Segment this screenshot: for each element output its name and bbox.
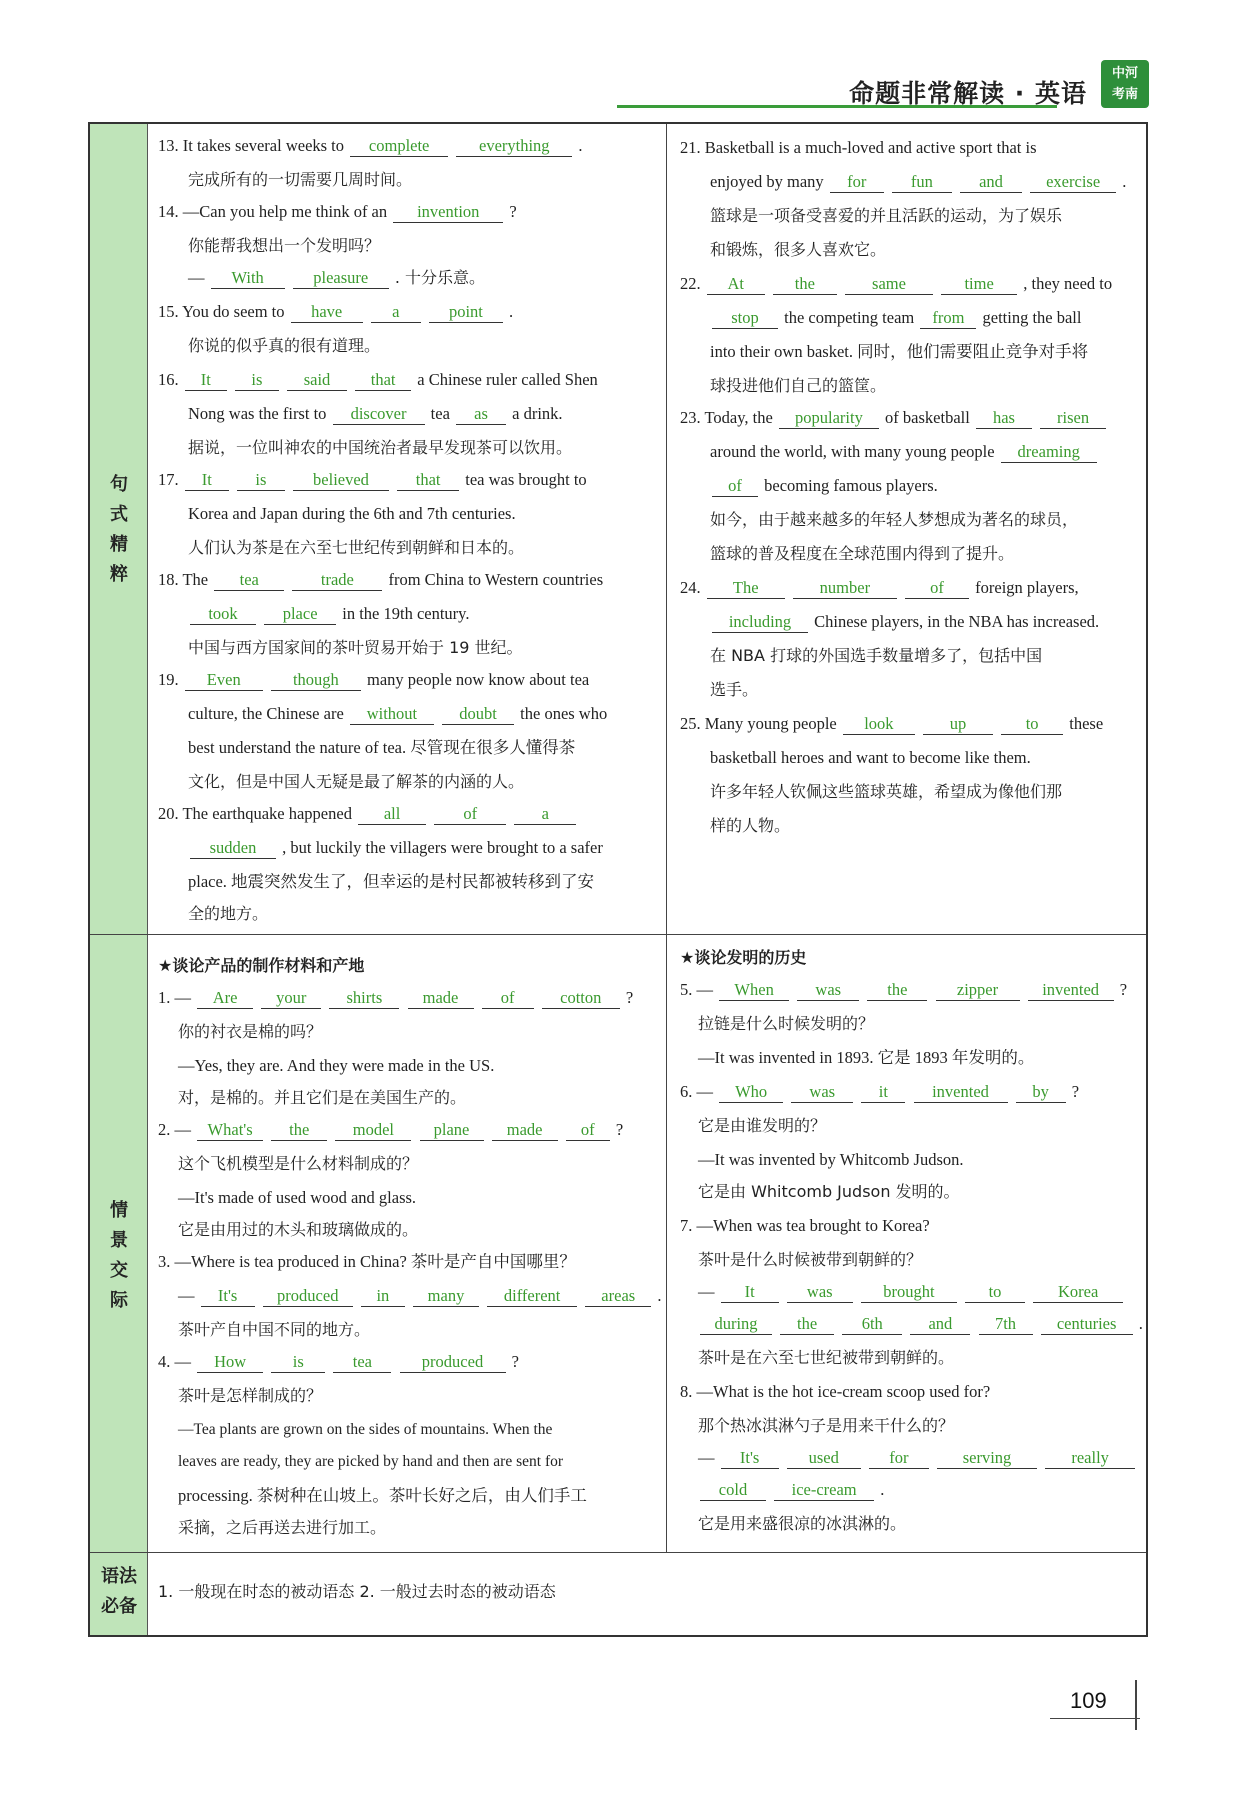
q-text: the ones who (520, 704, 608, 723)
q-number: 4. (158, 1352, 171, 1371)
q-text: in the 19th century. (342, 604, 470, 623)
answer-blank: It's (201, 1286, 255, 1307)
answer-blank: sudden (190, 838, 276, 859)
answer-blank: time (941, 274, 1017, 295)
answer-blank: believed (293, 470, 389, 491)
q14-reply (188, 266, 485, 290)
q-number: 22. (680, 274, 701, 293)
q-text: ? (1071, 1082, 1080, 1101)
q20-line-3: place. 地震突然发生了，但幸运的是村民都被转移到了安 (188, 872, 595, 891)
s1-translation: 你的衬衣是棉的吗？ (178, 1022, 323, 1041)
q-text: — (698, 1448, 715, 1467)
answer-blank: and (910, 1314, 970, 1335)
section-heading: ★谈论产品的制作材料和产地 (158, 956, 365, 975)
answer-blank: of (712, 476, 758, 497)
answer-blank: to (965, 1282, 1025, 1303)
q23-line-3 (710, 474, 938, 498)
q-text: — (696, 980, 713, 999)
q-text: . (578, 136, 583, 155)
answer-blank: has (976, 408, 1032, 429)
answer-blank: and (960, 172, 1022, 193)
main-table (88, 122, 1148, 1637)
q-text: —When was tea brought to Korea? (696, 1216, 930, 1235)
q-text: getting the ball (982, 308, 1082, 327)
answer-blank: without (350, 704, 434, 725)
grammar-label (90, 1562, 148, 1622)
answer-blank: cotton (542, 988, 620, 1009)
page-number: 109 (1070, 1688, 1107, 1713)
s3-line (158, 1250, 576, 1274)
s7-answer-translation: 茶叶是在六至七世纪被带到朝鲜的。 (698, 1348, 955, 1367)
answer-blank: stop (712, 308, 778, 329)
label-char: 语法 (101, 1566, 137, 1587)
q-number: 13. (158, 136, 179, 155)
answer-blank: made (492, 1120, 558, 1141)
q21-translation-2: 和锻炼，很多人喜欢它。 (710, 240, 887, 259)
answer-blank: that (355, 370, 411, 391)
answer-blank: the (271, 1120, 327, 1141)
s7-reply-2 (698, 1312, 1143, 1336)
answer-blank: Korea (1033, 1282, 1123, 1303)
answer-blank: produced (263, 1286, 353, 1307)
answer-blank: is (237, 470, 285, 491)
q-number: 7. (680, 1216, 693, 1235)
q-text: , but luckily the villagers were brought to a safer (282, 838, 603, 857)
q-text: . 十分乐意。 (394, 268, 486, 287)
q-text: from China to Western countries (388, 570, 604, 589)
answer-blank: same (845, 274, 933, 295)
s4-answer-2: leaves are ready, they are picked by hand and then are sent for (178, 1453, 564, 1470)
answer-blank: the (867, 980, 927, 1001)
answer-blank: tea (333, 1352, 391, 1373)
answer-blank: was (787, 1282, 853, 1303)
q23-line-2 (710, 440, 1099, 464)
s5-translation: 拉链是什么时候发明的？ (698, 1014, 875, 1033)
q16-translation: 据说，一位叫神农的中国统治者最早发现茶可以饮用。 (188, 438, 573, 457)
q23-translation-2: 篮球的普及程度在全球范围内得到了提升。 (710, 544, 1015, 563)
label-char: 际 (110, 1290, 128, 1311)
answer-blank: areas (585, 1286, 651, 1307)
q-text: around the world, with many young people (710, 442, 995, 461)
s3-translation: 茶叶产自中国不同的地方。 (178, 1320, 371, 1339)
q-text: foreign players, (975, 578, 1079, 597)
answer-blank: Who (719, 1082, 783, 1103)
answer-blank: It (721, 1282, 779, 1303)
s4-answer-3: processing. 茶树种在山坡上。茶叶长好之后，由人们手工 (178, 1486, 587, 1505)
page-number-bar (1135, 1680, 1137, 1730)
answer-blank: to (1001, 714, 1063, 735)
s1-line (158, 986, 633, 1010)
q22-line-2 (710, 306, 1081, 330)
label-char: 精 (110, 534, 128, 555)
answer-blank: of (905, 578, 969, 599)
answer-blank: was (791, 1082, 853, 1103)
answer-blank: centuries (1041, 1314, 1133, 1335)
q-text: ? (1119, 980, 1128, 999)
q24-translation: 在 NBA 打球的外国选手数量增多了，包括中国 (710, 646, 1043, 665)
q-text: . (1122, 172, 1127, 191)
answer-blank: brought (861, 1282, 957, 1303)
column-divider (666, 124, 667, 1552)
q-text: Many young people (704, 714, 837, 733)
side-column-situations (90, 934, 148, 1552)
answer-blank: invention (393, 202, 503, 223)
s3-reply (178, 1284, 662, 1308)
label-char: 粹 (110, 564, 128, 585)
situation-label (90, 1196, 148, 1316)
answer-blank: number (793, 578, 897, 599)
q18-line (158, 568, 603, 592)
answer-blank: With (211, 268, 285, 289)
q-number: 17. (158, 470, 179, 489)
q-text: many people now know about tea (367, 670, 590, 689)
q-text: — (174, 1352, 191, 1371)
answer-blank: really (1045, 1448, 1135, 1469)
answer-blank: for (830, 172, 884, 193)
q-text: ? (625, 988, 634, 1007)
sentences-label (90, 470, 148, 590)
s8-reply (698, 1446, 1137, 1470)
q-number: 25. (680, 714, 701, 733)
q-text: ? (511, 1352, 519, 1371)
answer-blank: invented (914, 1082, 1008, 1103)
label-char: 必备 (101, 1596, 137, 1617)
answer-blank: serving (937, 1448, 1037, 1469)
s1-answer-translation: 对，是棉的。并且它们是在美国生产的。 (178, 1088, 467, 1107)
answer-blank: point (429, 302, 503, 323)
q-text: — (696, 1082, 713, 1101)
q-text: — (698, 1282, 715, 1301)
q17-line-2: Korea and Japan during the 6th and 7th centuries. (188, 504, 516, 523)
q-number: 14. (158, 202, 179, 221)
label-char: 情 (110, 1200, 128, 1221)
q-text: The (182, 570, 209, 589)
q25-translation: 许多年轻人钦佩这些篮球英雄，希望成为像他们那 (710, 782, 1063, 801)
q-text: — (174, 988, 191, 1007)
s8-reply-2 (698, 1478, 884, 1502)
answer-blank: trade (292, 570, 382, 591)
s6-answer-translation: 它是由 Whitcomb Judson 发明的。 (698, 1182, 960, 1201)
q-text: . (880, 1480, 885, 1499)
answer-blank: The (707, 578, 785, 599)
q-number: 8. (680, 1382, 693, 1401)
answer-blank: zipper (936, 980, 1020, 1001)
s4-line (158, 1350, 519, 1374)
answer-blank: a (371, 302, 421, 323)
q-text: —What is the hot ice-cream scoop used for? (696, 1382, 991, 1401)
page-number-rule (1050, 1718, 1140, 1719)
q-number: 23. (680, 408, 701, 427)
q-text: You do seem to (182, 302, 285, 321)
answer-blank: Even (185, 670, 263, 691)
answer-blank: Are (197, 988, 253, 1009)
q-number: 2. (158, 1120, 171, 1139)
q-text: these (1069, 714, 1104, 733)
q-text: becoming famous players. (764, 476, 938, 495)
q16-line-2 (188, 402, 563, 426)
answer-blank: It (185, 470, 229, 491)
answer-blank: many (413, 1286, 479, 1307)
side-column-sentences (90, 124, 148, 934)
s6-answer: —It was invented by Whitcomb Judson. (698, 1150, 964, 1169)
answer-blank: pleasure (293, 268, 389, 289)
answer-blank: dreaming (1001, 442, 1097, 463)
s6-line (680, 1080, 1079, 1104)
q-text: of basketball (885, 408, 970, 427)
answer-blank: cold (700, 1480, 766, 1501)
answer-blank: model (335, 1120, 411, 1141)
q13-translation: 完成所有的一切需要几周时间。 (188, 170, 413, 189)
answer-blank: produced (400, 1352, 506, 1373)
q-number: 5. (680, 980, 693, 999)
q21-line-2 (710, 170, 1126, 194)
q20-line (158, 802, 578, 826)
q22-translation: 球投进他们自己的篮筐。 (710, 376, 887, 395)
label-char: 景 (110, 1230, 128, 1251)
s7-translation: 茶叶是什么时候被带到朝鲜的？ (698, 1250, 923, 1269)
q13-line (158, 134, 583, 158)
q-number: 6. (680, 1082, 693, 1101)
header-title: 命题非常解读 · 英语 (849, 79, 1087, 108)
q-text: — (188, 268, 205, 287)
q19-line-3: best understand the nature of tea. 尽管现在很多人懂得茶 (188, 738, 576, 757)
s5-answer: —It was invented in 1893. 它是 1893 年发明的。 (698, 1048, 1035, 1067)
q24-line-2 (710, 610, 1099, 634)
answer-blank: during (700, 1314, 772, 1335)
answer-blank: At (707, 274, 765, 295)
q-number: 1. (158, 988, 171, 1007)
answer-blank: from (920, 308, 976, 329)
q-number: 20. (158, 804, 179, 823)
q-text: . (509, 302, 514, 321)
q-text: culture, the Chinese are (188, 704, 344, 723)
s8-line (680, 1380, 990, 1404)
label-char: 句 (110, 474, 128, 495)
answer-blank: of (566, 1120, 610, 1141)
s2-translation: 这个飞机模型是什么材料制成的？ (178, 1154, 419, 1173)
q20-translation: 全的地方。 (188, 904, 269, 923)
answer-blank: by (1016, 1082, 1066, 1103)
q-text: a drink. (512, 404, 563, 423)
q23-line (680, 406, 1108, 430)
q22-line (680, 272, 1112, 296)
s2-line (158, 1118, 623, 1142)
q24-line (680, 576, 1079, 600)
answer-blank: that (397, 470, 459, 491)
q19-line (158, 668, 589, 692)
q-number: 16. (158, 370, 179, 389)
row-divider (90, 1552, 1146, 1553)
answer-blank: place (264, 604, 336, 625)
q-text: — (174, 1120, 191, 1139)
answer-blank: is (235, 370, 279, 391)
q-text: ? (509, 202, 517, 221)
answer-blank: though (271, 670, 361, 691)
answer-blank: It (185, 370, 227, 391)
answer-blank: was (797, 980, 859, 1001)
answer-blank: up (923, 714, 993, 735)
row-divider (90, 934, 1146, 935)
q-text: . (1138, 1314, 1143, 1333)
answer-blank: shirts (329, 988, 399, 1009)
logo-line-2: 考南 (1111, 87, 1138, 102)
answer-blank: have (291, 302, 363, 323)
s7-line (680, 1214, 930, 1238)
q-text: the competing team (784, 308, 915, 327)
answer-blank: your (261, 988, 321, 1009)
q-text: tea (430, 404, 450, 423)
answer-blank: of (482, 988, 534, 1009)
answer-blank: everything (456, 136, 572, 157)
q-text: ? (615, 1120, 624, 1139)
answer-blank: took (190, 604, 256, 625)
q20-line-2 (188, 836, 603, 860)
q-text: It takes several weeks to (182, 136, 345, 155)
q-text: The earthquake happened (182, 804, 352, 823)
q22-line-3: into their own basket. 同时，他们需要阻止竞争对手将 (710, 342, 1089, 361)
answer-blank: ice-cream (774, 1480, 874, 1501)
q15-line (158, 300, 513, 324)
s2-answer: —It's made of used wood and glass. (178, 1188, 417, 1207)
q14-translation: 你能帮我想出一个发明吗？ (188, 236, 381, 255)
q-text: — (178, 1286, 195, 1305)
q19-line-2 (188, 702, 607, 726)
section-heading: ★谈论发明的历史 (680, 948, 807, 967)
answer-blank: said (287, 370, 347, 391)
s8-translation: 那个热冰淇淋勺子是用来干什么的？ (698, 1416, 955, 1435)
answer-blank: used (787, 1448, 861, 1469)
answer-blank: discover (333, 404, 425, 425)
answer-blank: a (514, 804, 576, 825)
q-text: . (657, 1286, 662, 1305)
grammar-text: 1. 一般现在时态的被动语态 2. 一般过去时态的被动语态 (158, 1582, 556, 1601)
s8-answer-translation: 它是用来盛很凉的冰淇淋的。 (698, 1514, 907, 1533)
answer-blank: of (434, 804, 506, 825)
q18-translation: 中国与西方国家间的茶叶贸易开始于 19 世纪。 (188, 638, 523, 657)
answer-blank: is (271, 1352, 325, 1373)
q-number: 18. (158, 570, 179, 589)
answer-blank: complete (350, 136, 448, 157)
s7-reply (698, 1280, 1125, 1304)
answer-blank: fun (892, 172, 952, 193)
answer-blank: 6th (842, 1314, 902, 1335)
answer-blank: invented (1028, 980, 1114, 1001)
answer-blank: as (456, 404, 506, 425)
s4-translation: 茶叶是怎样制成的？ (178, 1386, 323, 1405)
q-number: 19. (158, 670, 179, 689)
answer-blank: tea (214, 570, 284, 591)
q-text: —Can you help me think of an (182, 202, 388, 221)
s2-answer-translation: 它是由用过的木头和玻璃做成的。 (178, 1220, 419, 1239)
answer-blank: look (843, 714, 915, 735)
answer-blank: different (487, 1286, 577, 1307)
q25-line (680, 712, 1103, 736)
q-text: enjoyed by many (710, 172, 824, 191)
answer-blank: popularity (779, 408, 879, 429)
answer-blank: made (408, 988, 474, 1009)
answer-blank: in (361, 1286, 405, 1307)
q19-translation: 文化，但是中国人无疑是最了解茶的内涵的人。 (188, 772, 525, 791)
answer-blank: for (869, 1448, 929, 1469)
answer-blank: exercise (1030, 172, 1116, 193)
s4-answer-1: —Tea plants are grown on the sides of mountains. When the (178, 1421, 553, 1438)
q21-translation: 篮球是一项备受喜爱的并且活跃的运动，为了娱乐 (710, 206, 1063, 225)
label-char: 式 (110, 504, 128, 525)
q25-translation-2: 样的人物。 (710, 816, 791, 835)
q-number: 3. (158, 1252, 171, 1271)
answer-blank: the (780, 1314, 834, 1335)
side-column-grammar (90, 1552, 148, 1635)
answer-blank: plane (420, 1120, 484, 1141)
q-text: tea was brought to (465, 470, 587, 489)
q16-line (158, 368, 598, 392)
answer-blank: How (197, 1352, 263, 1373)
answer-blank: It's (721, 1448, 779, 1469)
q25-line-2: basketball heroes and want to become like them. (710, 748, 1031, 767)
q15-translation: 你说的似乎真的很有道理。 (188, 336, 381, 355)
q23-translation: 如今，由于越来越多的年轻人梦想成为著名的球员， (710, 510, 1079, 529)
q-text: Basketball is a much-loved and active sport that is (704, 138, 1037, 157)
page-header (617, 66, 1149, 112)
answer-blank: 7th (979, 1314, 1033, 1335)
q-text: Today, the (704, 408, 773, 427)
q-number: 15. (158, 302, 179, 321)
q17-line (158, 468, 587, 492)
s6-translation: 它是由谁发明的？ (698, 1116, 827, 1135)
q18-line-2 (188, 602, 469, 626)
q-text: Nong was the first to (188, 404, 327, 423)
answer-blank: including (712, 612, 808, 633)
answer-blank: When (719, 980, 789, 1001)
q-number: 21. (680, 138, 701, 157)
answer-blank: all (358, 804, 426, 825)
q-text: Chinese players, in the NBA has increased. (814, 612, 1100, 631)
s1-answer: —Yes, they are. And they were made in the US. (178, 1056, 495, 1075)
answer-blank: the (773, 274, 837, 295)
logo-line-1: 中河 (1111, 66, 1138, 81)
series-logo (1101, 60, 1149, 108)
q17-translation: 人们认为茶是在六至七世纪传到朝鲜和日本的。 (188, 538, 525, 557)
q-text: , they need to (1023, 274, 1113, 293)
s4-answer-4: 采摘，之后再送去进行加工。 (178, 1518, 387, 1537)
q-text: —Where is tea produced in China? 茶叶是产自中国哪里？ (174, 1252, 576, 1271)
s5-line (680, 978, 1127, 1002)
answer-blank: risen (1040, 408, 1106, 429)
q21-line (680, 136, 1037, 160)
q-text: a Chinese ruler called Shen (417, 370, 598, 389)
label-char: 交 (110, 1260, 128, 1281)
q24-translation-2: 选手。 (710, 680, 759, 699)
answer-blank: it (861, 1082, 905, 1103)
answer-blank: doubt (442, 704, 514, 725)
q14-line (158, 200, 517, 224)
q-number: 24. (680, 578, 701, 597)
answer-blank: What's (197, 1120, 263, 1141)
